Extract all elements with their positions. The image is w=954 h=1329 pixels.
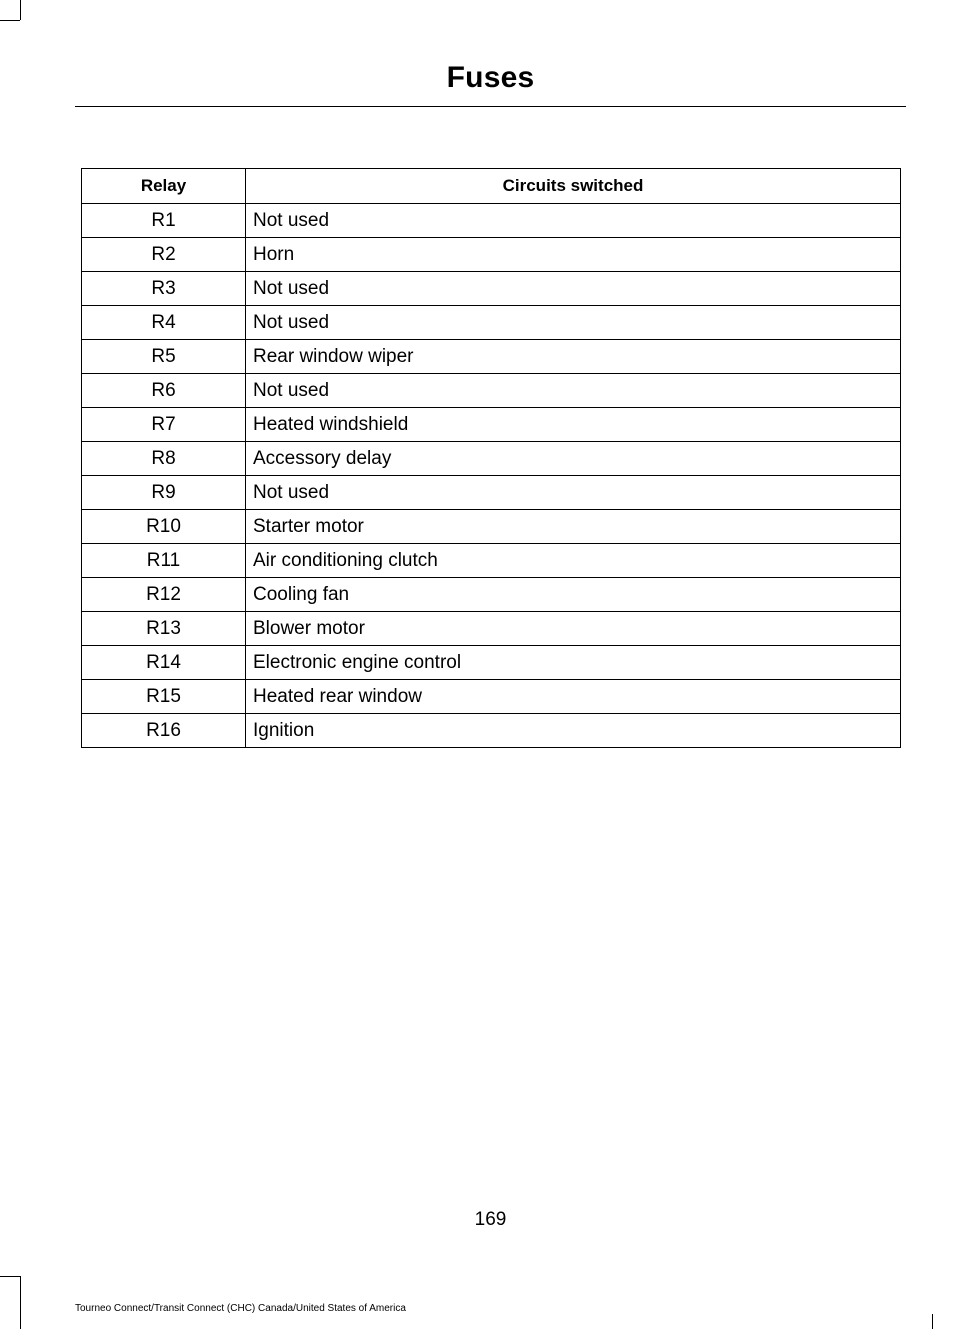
circuit-cell: Horn (246, 238, 901, 272)
relay-cell: R6 (82, 374, 246, 408)
table-header-row (82, 169, 901, 204)
table-row (82, 578, 901, 612)
circuit-cell: Air conditioning clutch (246, 544, 901, 578)
circuit-cell: Accessory delay (246, 442, 901, 476)
relay-table (81, 168, 901, 748)
relay-cell: R14 (82, 646, 246, 680)
table-row (82, 646, 901, 680)
crop-mark-bottom-left-vertical (20, 1276, 21, 1329)
relay-cell: R11 (82, 544, 246, 578)
circuit-cell: Ignition (246, 714, 901, 748)
circuit-cell: Heated rear window (246, 680, 901, 714)
table-row (82, 408, 901, 442)
relay-cell: R16 (82, 714, 246, 748)
table-row (82, 374, 901, 408)
circuit-cell: Cooling fan (246, 578, 901, 612)
relay-cell: R5 (82, 340, 246, 374)
crop-mark-top-left-vertical (20, 0, 21, 20)
circuit-cell: Not used (246, 476, 901, 510)
relay-cell: R4 (82, 306, 246, 340)
table-row (82, 476, 901, 510)
footer-text: Tourneo Connect/Transit Connect (CHC) Canada/United States of America (75, 1303, 406, 1314)
relay-cell: R8 (82, 442, 246, 476)
title-divider (75, 106, 906, 107)
circuit-cell: Starter motor (246, 510, 901, 544)
table-row (82, 544, 901, 578)
header-circuits-switched: Circuits switched (246, 169, 901, 204)
header-relay: Relay (82, 169, 246, 204)
relay-cell: R3 (82, 272, 246, 306)
relay-cell: R9 (82, 476, 246, 510)
table-row (82, 714, 901, 748)
table-row (82, 680, 901, 714)
table-row (82, 204, 901, 238)
relay-cell: R1 (82, 204, 246, 238)
circuit-cell: Electronic engine control (246, 646, 901, 680)
relay-cell: R2 (82, 238, 246, 272)
page-title: Fuses (446, 61, 535, 94)
circuit-cell: Not used (246, 374, 901, 408)
table-row (82, 510, 901, 544)
table-row (82, 238, 901, 272)
table-row (82, 442, 901, 476)
relay-cell: R10 (82, 510, 246, 544)
circuit-cell: Heated windshield (246, 408, 901, 442)
table-row (82, 612, 901, 646)
relay-cell: R13 (82, 612, 246, 646)
crop-mark-top-left-horizontal (0, 20, 20, 21)
table-row (82, 306, 901, 340)
relay-cell: R7 (82, 408, 246, 442)
table-row (82, 340, 901, 374)
circuit-cell: Not used (246, 204, 901, 238)
table-row (82, 272, 901, 306)
crop-mark-bottom-left-horizontal (0, 1276, 20, 1277)
circuit-cell: Blower motor (246, 612, 901, 646)
circuit-cell: Not used (246, 306, 901, 340)
page-number: 169 (474, 1209, 507, 1230)
relay-cell: R15 (82, 680, 246, 714)
circuit-cell: Rear window wiper (246, 340, 901, 374)
relay-cell: R12 (82, 578, 246, 612)
circuit-cell: Not used (246, 272, 901, 306)
crop-mark-bottom-right-vertical (932, 1314, 933, 1329)
